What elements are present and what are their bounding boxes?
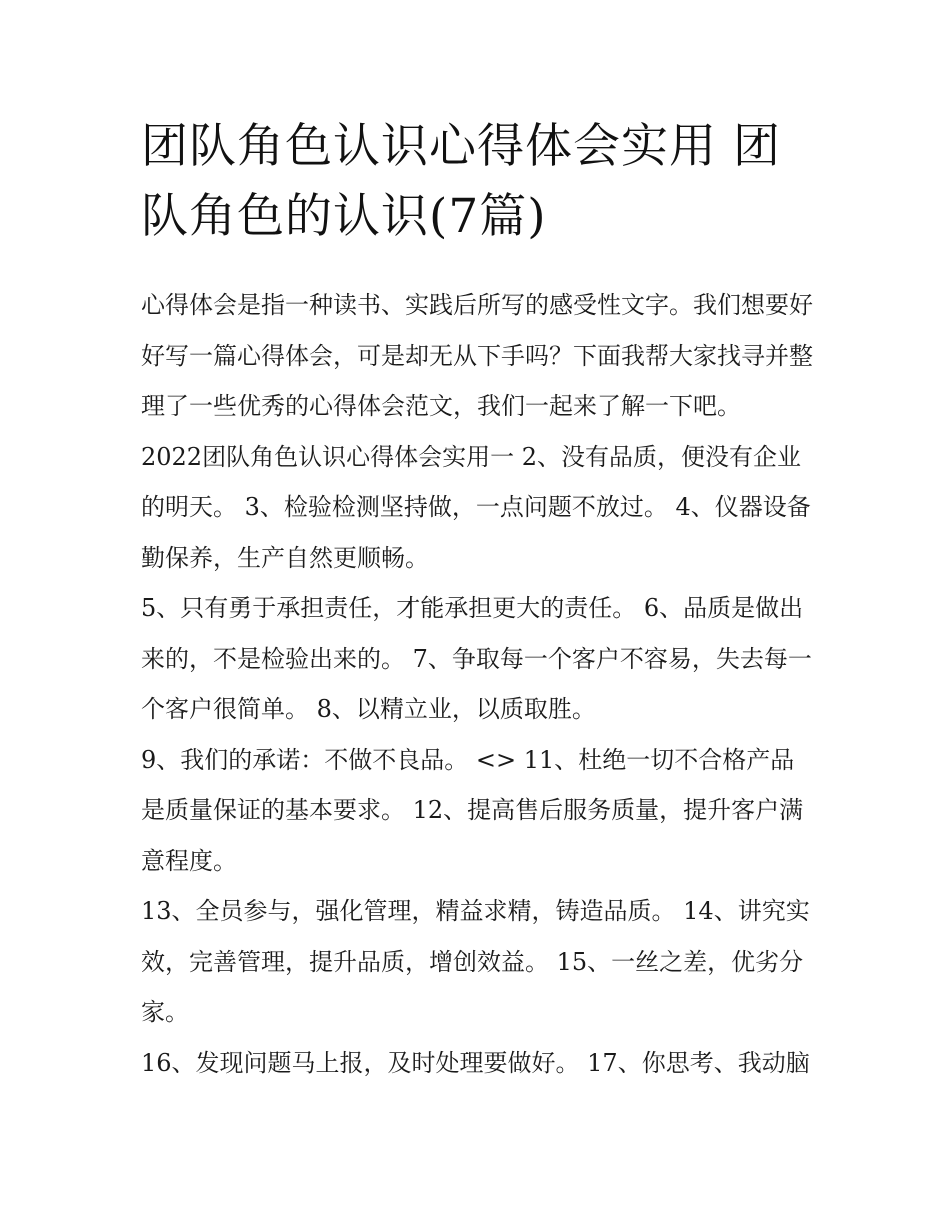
document-title: 团队角色认识心得体会实用 团队角色的认识(7篇) — [141, 119, 781, 244]
document-body — [141, 280, 813, 1088]
paragraph-items-9-12: 9、我们的承诺：不做不良品。 <> 11、杜绝一切不合格产品是质量保证的基本要求。 12、提高售后服务质量，提升客户满意程度。 — [141, 745, 804, 875]
paragraph-items-5-8: 5、只有勇于承担责任，才能承担更大的责任。 6、品质是做出来的，不是检验出来的。 7、争取每一个客户不容易，失去每一个客户很简单。 8、以精立业，以质取胜。 — [141, 594, 812, 723]
paragraph-items-2-4: 2022团队角色认识心得体会实用一 2、没有品质，便没有企业的明天。 3、检验检测坚持做，一点问题不放过。 4、仪器设备勤保养，生产自然更顺畅。 — [141, 442, 811, 572]
paragraph-items-13-15: 13、全员参与，强化管理，精益求精，铸造品质。 14、讲究实效，完善管理，提升品质，增创效益。 15、一丝之差，优劣分家。 — [141, 897, 810, 1026]
paragraph-items-16-17: 16、发现问题马上报，及时处理要做好。 17、你思考、我动脑 — [141, 1048, 810, 1077]
paragraph-intro: 心得体会是指一种读书、实践后所写的感受性文字。我们想要好好写一篇心得体会，可是却无从下手吗？下面我帮大家找寻并整理了一些优秀的心得体会范文，我们一起来了解一下吧。 — [141, 291, 813, 420]
